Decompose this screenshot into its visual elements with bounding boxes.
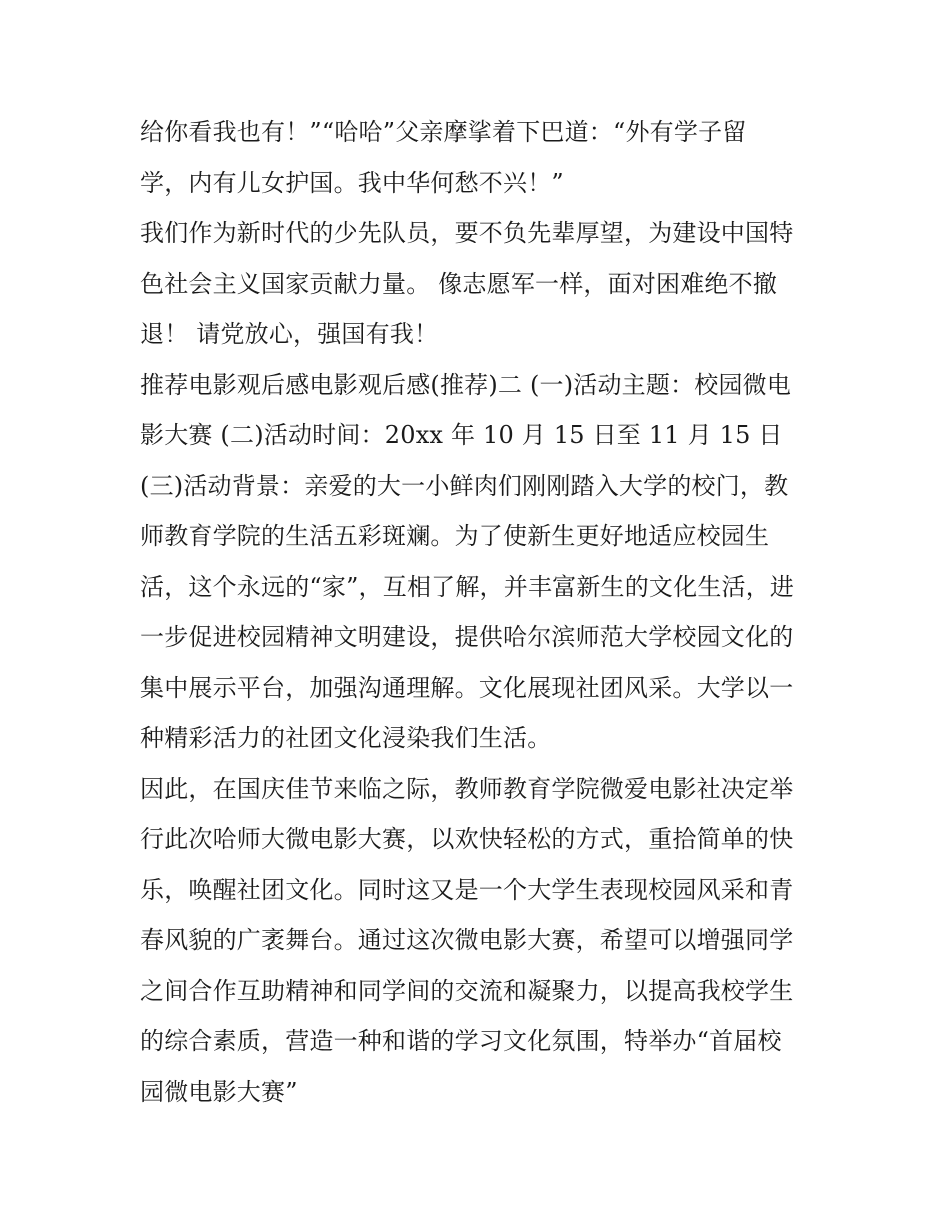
text-line: 师教育学院的生活五彩斑斓。为了使新生更好地适应校园生 bbox=[140, 522, 770, 550]
text-line: (三)活动背景：亲爱的大一小鲜肉们刚刚踏入大学的校门，教 bbox=[140, 471, 789, 500]
text-line: 集中展示平台，加强沟通理解。文化展现社团风采。大学以一 bbox=[140, 673, 794, 702]
text-line: 春风貌的广袤舞台。通过这次微电影大赛，希望可以增强同学 bbox=[140, 926, 794, 954]
text-line: 退！ 请党放心，强国有我！ bbox=[140, 320, 439, 348]
text-line: 行此次哈师大微电影大赛，以欢快轻松的方式，重拾简单的快 bbox=[140, 825, 794, 853]
text-line: 学，内有儿女护国。我中华何愁不兴！” bbox=[140, 168, 564, 197]
text-line: 之间合作互助精神和同学间的交流和凝聚力，以提高我校学生 bbox=[140, 976, 794, 1005]
text-line: 影大赛 (二)活动时间：20xx 年 10 月 15 日至 11 月 15 日 bbox=[140, 421, 783, 449]
text-line: 乐，唤醒社团文化。同时这又是一个大学生表现校园风采和青 bbox=[140, 875, 794, 904]
text-line: 活，这个永远的“家”，互相了解，并丰富新生的文化生活，进 bbox=[140, 572, 795, 601]
text-line: 我们作为新时代的少先队员，要不负先辈厚望，为建设中国特 bbox=[140, 219, 794, 247]
document-body bbox=[140, 107, 830, 1117]
text-line: 推荐电影观后感电影观后感(推荐)二 (一)活动主题：校园微电 bbox=[140, 370, 792, 399]
text-line: 一步促进校园精神文明建设，提供哈尔滨师范大学校园文化的 bbox=[140, 623, 794, 651]
text-line: 种精彩活力的社团文化浸染我们生活。 bbox=[140, 724, 552, 752]
text-line: 园微电影大赛” bbox=[140, 1077, 298, 1106]
text-line: 因此，在国庆佳节来临之际，教师教育学院微爱电影社决定举 bbox=[140, 774, 794, 803]
text-line: 色社会主义国家贡献力量。 像志愿军一样，面对困难绝不撤 bbox=[140, 269, 778, 298]
text-line: 给你看我也有！”“哈哈”父亲摩挲着下巴道：“外有学子留 bbox=[140, 118, 747, 146]
text-line: 的综合素质，营造一种和谐的学习文化氛围，特举办“首届校 bbox=[140, 1027, 782, 1055]
